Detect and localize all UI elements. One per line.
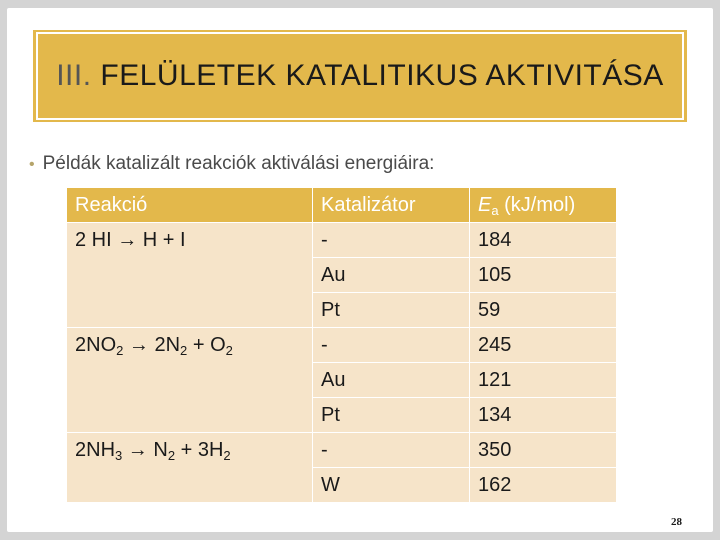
table-row — [67, 433, 617, 468]
catalyst-cell: - — [313, 433, 470, 468]
slide — [7, 8, 713, 532]
reaction-part: 2NH — [75, 439, 116, 461]
reaction-sub: 2 — [180, 343, 188, 358]
reaction-sub: 2 — [225, 343, 233, 358]
title-text: FELÜLETEK KATALITIKUS AKTIVITÁSA — [100, 59, 664, 92]
reaction-part: → 2N — [123, 334, 181, 356]
ea-cell: 350 — [470, 433, 617, 468]
ea-cell: 105 — [470, 258, 617, 293]
catalyst-cell: Pt — [313, 398, 470, 433]
reaction-cell — [67, 433, 313, 503]
header-ea-sub: a — [491, 203, 499, 218]
reaction-sub: 2 — [223, 448, 231, 463]
page-number: 28 — [671, 516, 682, 528]
reaction-cell — [67, 328, 313, 433]
reaction-cell — [67, 223, 313, 328]
title-box — [33, 30, 687, 122]
title-frame — [36, 32, 684, 120]
slide-title — [56, 58, 664, 94]
table-header-row — [67, 188, 617, 223]
catalyst-cell: W — [313, 468, 470, 503]
header-ea-unit: (kJ/mol) — [498, 194, 576, 216]
reaction-text: 2 HI → H + I — [75, 229, 186, 251]
catalyst-cell: Au — [313, 363, 470, 398]
ea-cell: 134 — [470, 398, 617, 433]
bullet-text: Példák katalizált reakciók aktiválási energiáira: — [42, 153, 435, 174]
catalyst-cell: - — [313, 328, 470, 363]
ea-cell: 59 — [470, 293, 617, 328]
reaction-part: 2NO — [75, 334, 117, 356]
reaction-part: + O — [187, 334, 226, 356]
ea-cell: 121 — [470, 363, 617, 398]
activation-energy-table — [66, 187, 617, 503]
reaction-sub: 2 — [167, 448, 176, 463]
header-reaction: Reakció — [67, 188, 313, 223]
header-catalyst: Katalizátor — [313, 188, 470, 223]
header-ea-symbol: E — [478, 194, 492, 216]
catalyst-cell: Au — [313, 258, 470, 293]
catalyst-cell: Pt — [313, 293, 470, 328]
bullet-dot-icon: • — [29, 156, 35, 173]
table-row — [67, 328, 617, 363]
ea-cell: 245 — [470, 328, 617, 363]
reaction-sub: 3 — [115, 448, 123, 463]
reaction-sub: 2 — [116, 343, 124, 358]
title-number: III. — [56, 59, 92, 92]
bullet-item — [29, 153, 434, 175]
catalyst-cell: - — [313, 223, 470, 258]
reaction-part: + 3H — [175, 439, 224, 461]
ea-cell: 184 — [470, 223, 617, 258]
table-row — [67, 223, 617, 258]
header-ea — [470, 188, 617, 223]
reaction-part: → N — [122, 439, 168, 461]
ea-cell: 162 — [470, 468, 617, 503]
